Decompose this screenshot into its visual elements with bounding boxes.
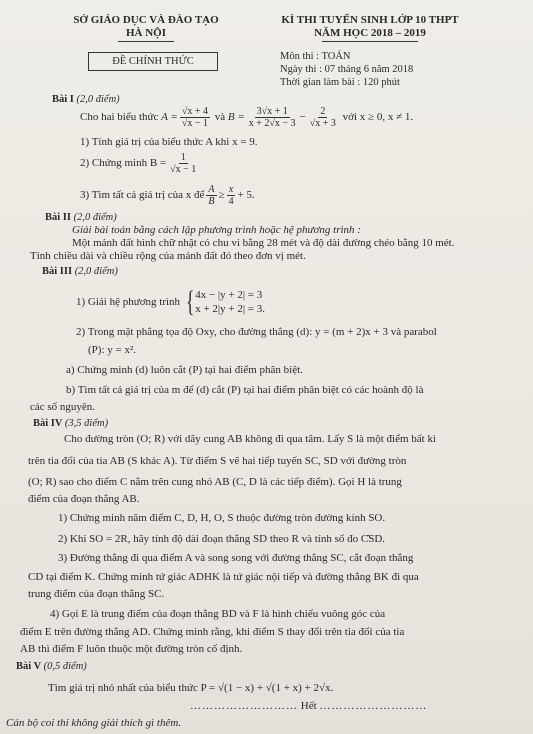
section-4-question-4-line-2: điểm E trên đường thẳng AD. Chứng minh rằng, khi điểm S thay đổi trên tia đối của tia [20, 626, 405, 638]
q2-prefix: 2) Chứng minh B = [80, 157, 167, 169]
q3-den-1: B [208, 196, 215, 207]
equation-2: x + 2|y + 2| = 3. [195, 303, 265, 315]
section-4-para-line-3: (O; R) sao cho điểm C nằm trên cung nhỏ AB (C, D là các tiếp điểm). Gọi H là trung [28, 476, 402, 488]
expr-b-num-1: 3√x + 1 [256, 106, 288, 117]
section-1-question-1: 1) Tính giá trị của biểu thức A khi x = 9. [80, 136, 258, 148]
section-4-title [33, 417, 108, 430]
section-3-question-2-line-2: (P): y = x². [88, 344, 137, 356]
exam-duration: Thời gian làm bài : 120 phút [280, 77, 400, 88]
section-4-label: Bài IV [33, 418, 63, 429]
section-2-points: (2,0 điểm) [73, 212, 117, 223]
section-3-points: (2,0 điểm) [74, 266, 118, 277]
end-dots-right: ……………………… [319, 700, 428, 712]
q3-prefix: 3) Tìm tất cả giá trị của x để [80, 189, 205, 201]
proctor-note: Cán bộ coi thi không giải thích gì thêm. [6, 717, 182, 729]
q3-den-2: 4 [228, 196, 234, 207]
exam-header [270, 14, 470, 40]
equation-system [195, 288, 265, 316]
section-4-question-3-line-1: 3) Đường thẳng đi qua điểm A và song song với đường thẳng SC, cắt đoạn thẳng [58, 552, 414, 564]
expr-a-denominator: √x − 1 [181, 118, 208, 129]
domain-condition: với x ≥ 0, x ≠ 1. [342, 111, 414, 123]
end-dots-left: ……………………… [190, 700, 298, 712]
expr-b-den-2: √x + 3 [309, 118, 336, 129]
expr-b-num-2: 2 [320, 106, 326, 117]
expr-b-den-1: x + 2√x − 3 [248, 118, 296, 129]
section-3-question-2-line-1: 2) Trong mặt phẳng tọa độ Oxy, cho đường thẳng (d): y = (m + 2)x + 3 và parabol [76, 326, 437, 338]
q3-fraction-2 [227, 184, 236, 207]
exam-date: Ngày thi : 07 tháng 6 năm 2018 [280, 64, 414, 75]
exam-title: KÌ THI TUYỂN SINH LỚP 10 THPT [281, 14, 459, 26]
and-word: và [214, 111, 226, 123]
section-2-line-1: Một mảnh đất hình chữ nhật có chu vi bằng 28 mét và độ dài đường chéo bằng 10 mét. [72, 237, 455, 249]
header-underline-right [322, 41, 418, 42]
section-3-label: Bài III [42, 266, 73, 277]
school-year: NĂM HỌC 2018 – 2019 [314, 27, 426, 39]
header-underline-left [118, 41, 174, 42]
end-marker [190, 700, 427, 713]
section-2-label: Bài II [45, 212, 71, 223]
section-1-title [52, 93, 120, 106]
q2-fraction [168, 152, 198, 175]
section-4-para-line-2: trên tia đối của tia AB (S khác A). Từ điểm S vẽ hai tiếp tuyến SC, SD với đường tròn [28, 455, 407, 467]
section-4-question-2: 2) Khi SO = 2R, hãy tính độ dài đoạn thẳng SD theo R và tính số đo C̑SD. [58, 533, 386, 545]
section-3-question-b-line-2: các số nguyên. [30, 401, 96, 413]
system-brace: { [185, 285, 195, 318]
section-4-para-line-1: Cho đường tròn (O; R) với dây cung AB không đi qua tâm. Lấy S là một điểm bất kì [64, 433, 437, 445]
section-5-question: Tìm giá trị nhỏ nhất của biểu thức P = √(1 − x) + √(1 + x) + 2√x. [48, 682, 334, 694]
expr-a-numerator: √x + 4 [181, 106, 208, 117]
q3-postfix: + 5. [237, 189, 255, 201]
section-4-question-1: 1) Chứng minh năm điểm C, D, H, O, S thuộc đường tròn đường kính SO. [58, 512, 386, 524]
section-2-line-2: Tính chiều dài và chiều rộng của mảnh đất đó theo đơn vị mét. [30, 250, 306, 262]
section-4-para-line-4: điểm của đoạn thẳng AB. [28, 493, 140, 505]
section-5-label: Bài V [16, 661, 41, 672]
section-4-points: (3,5 điểm) [64, 418, 109, 429]
section-5-points: (0,5 điểm) [43, 661, 87, 672]
section-1-question-3 [80, 184, 255, 207]
section-4-question-4-line-3: AB thì điểm F luôn thuộc một đường tròn cố định. [20, 643, 243, 655]
equation-1: 4x − |y + 2| = 3 [195, 289, 263, 301]
end-word: Hết [300, 700, 317, 712]
section-3-question-a: a) Chứng minh (d) luôn cắt (P) tại hai điểm phân biệt. [66, 364, 303, 376]
expr-b-lhs: B = [227, 111, 245, 123]
section-1-question-2 [80, 152, 200, 175]
department-header [66, 14, 226, 40]
section-3-question-1 [76, 285, 265, 318]
section-1-intro: Cho hai biểu thức [80, 111, 159, 123]
q3-ge: ≥ [218, 189, 225, 201]
section-1-points: (2,0 điểm) [76, 94, 120, 105]
q3-num-2: x [228, 184, 234, 195]
department-line1: SỞ GIÁO DỤC VÀ ĐÀO TẠO [73, 14, 219, 26]
expr-b-fraction-2 [308, 106, 338, 129]
expr-b-fraction-1 [247, 106, 298, 129]
q2-numerator: 1 [180, 152, 186, 163]
section-1-expressions [80, 106, 413, 129]
section-3-title [42, 265, 118, 278]
q3-fraction-1 [206, 184, 216, 207]
section-3-question-b-line-1: b) Tìm tất cả giá trị của m để (d) cắt (P) tại hai điểm phân biệt có các hoành độ là [66, 384, 424, 396]
subject: Môn thi : TOÁN [280, 51, 351, 62]
expr-a-fraction [180, 106, 210, 129]
minus-sign: − [299, 111, 306, 123]
official-exam-label: ĐỀ CHÍNH THỨC [88, 52, 218, 71]
department-line2: HÀ NỘI [125, 27, 167, 39]
section-4-question-3-line-2: CD tại điểm K. Chứng minh tứ giác ADHK là tứ giác nội tiếp và đường thẳng BK đi qua [28, 571, 419, 583]
q3-num-1: A [208, 184, 215, 195]
system-prefix: 1) Giải hệ phương trình [76, 295, 181, 308]
section-5-title [16, 660, 87, 673]
section-4-question-3-line-3: trung điểm của đoạn thẳng SC. [28, 588, 165, 600]
expr-a-lhs: A = [161, 111, 178, 123]
section-1-label: Bài I [52, 94, 74, 105]
section-2-title [45, 211, 117, 224]
q2-denominator: √x − 1 [170, 164, 197, 175]
section-2-instruction: Giải bài toán bằng cách lập phương trình hoặc hệ phương trình : [72, 224, 361, 236]
section-4-question-4-line-1: 4) Gọi E là trung điểm của đoạn thẳng BD và F là hình chiếu vuông góc của [50, 608, 386, 620]
